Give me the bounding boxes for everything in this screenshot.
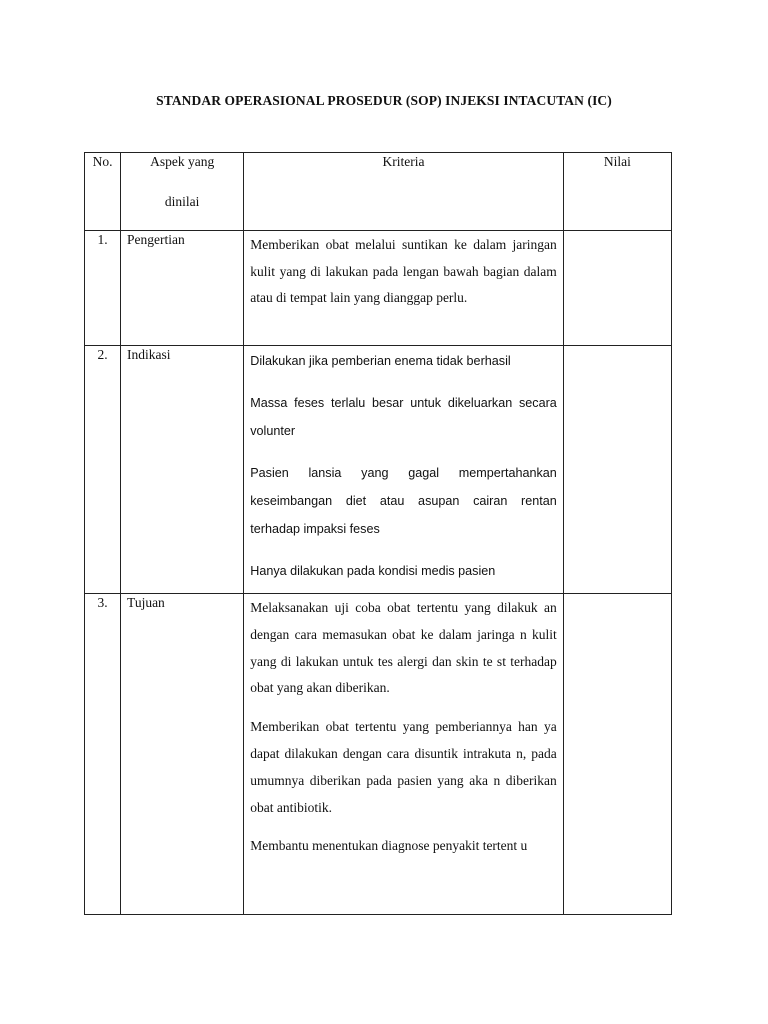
header-aspek-cell	[121, 153, 244, 231]
table-row	[85, 231, 672, 346]
row-number: 1.	[97, 232, 108, 247]
header-nilai: Nilai	[603, 154, 631, 169]
row-nilai-cell	[563, 594, 671, 915]
kriteria-paragraph: Memberikan obat tertentu yang pemberiannya han ya dapat dilakukan dengan cara disuntik intrakuta n, pada umumnya diberikan pada pasien yang aka n diberikan obat antibiotik.	[250, 719, 557, 815]
document-title: STANDAR OPERASIONAL PROSEDUR (SOP) INJEKSI INTACUTAN (IC)	[156, 93, 612, 108]
row-aspek-cell	[121, 594, 244, 915]
header-nilai-cell	[563, 153, 671, 231]
row-aspek: Tujuan	[127, 595, 165, 610]
row-kriteria	[244, 594, 563, 860]
header-no: No.	[92, 154, 113, 169]
row-nilai-cell	[563, 346, 671, 594]
row-nilai-cell	[563, 231, 671, 346]
row-number-cell	[85, 346, 121, 594]
table-row	[85, 346, 672, 594]
kriteria-paragraph: Membantu menentukan diagnose penyakit tertent u	[250, 838, 528, 854]
kriteria-paragraph: Melaksanakan uji coba obat tertentu yang dilakuk an dengan cara memasukan obat ke dalam jaringa n kulit yang di lakukan untuk tes alergi dan skin te st terhadap obat yang akan diberikan.	[250, 600, 557, 696]
row-number: 3.	[97, 595, 108, 610]
kriteria-paragraph: Hanya dilakukan pada kondisi medis pasien	[250, 564, 496, 578]
row-kriteria-cell	[244, 594, 564, 915]
row-kriteria	[244, 231, 563, 312]
table-header-row	[85, 153, 672, 231]
row-number-cell	[85, 594, 121, 915]
header-kriteria: Kriteria	[382, 154, 425, 169]
row-aspek-cell	[121, 231, 244, 346]
header-aspek-line1: Aspek yang	[150, 154, 215, 169]
row-kriteria-cell	[244, 231, 564, 346]
row-number-cell	[85, 231, 121, 346]
row-aspek: Pengertian	[127, 232, 185, 247]
kriteria-paragraph: Memberikan obat melalui suntikan ke dalam jaringan kulit yang di lakukan pada lengan bawah bagian dalam atau di tempat lain yang dianggap perlu.	[250, 237, 557, 306]
header-aspek	[121, 142, 243, 222]
row-kriteria-cell	[244, 346, 564, 594]
kriteria-paragraph: Massa feses terlalu besar untuk dikeluarkan secara volunter	[250, 396, 557, 438]
row-number: 2.	[97, 347, 108, 362]
kriteria-paragraph: Dilakukan jika pemberian enema tidak berhasil	[250, 354, 511, 368]
kriteria-paragraph: Pasien lansia yang gagal mempertahankan keseimbangan diet atau asupan cairan rentan terhadap impaksi feses	[250, 466, 557, 536]
header-aspek-line2: dinilai	[164, 194, 200, 209]
table-row	[85, 594, 672, 915]
header-no-cell	[85, 153, 121, 231]
row-aspek-cell	[121, 346, 244, 594]
sop-table	[84, 152, 672, 915]
row-kriteria	[244, 346, 563, 585]
row-aspek: Indikasi	[127, 347, 171, 362]
header-kriteria-cell	[244, 153, 564, 231]
